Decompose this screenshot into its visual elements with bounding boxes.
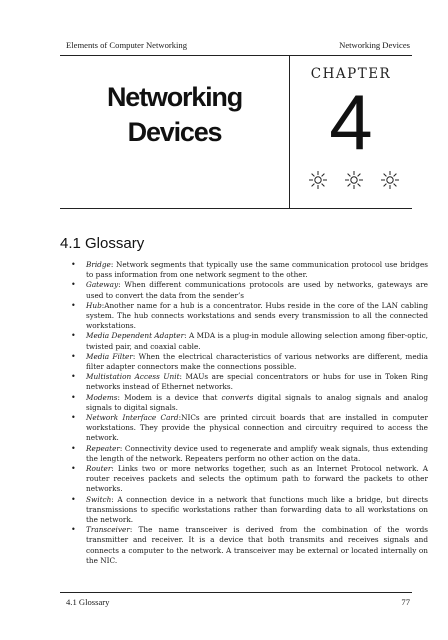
chapter-title: [60, 80, 289, 150]
glossary-term: Bridge: [86, 260, 111, 269]
glossary-term: Switch: [86, 494, 112, 504]
glossary-item-multistation-access-unit: • Multistation Access Unit: MAUs are special concentrators or hubs for use in Token Ring networks instead of Ethernet networks.: [86, 372, 428, 392]
glossary-item-bridge: • Bridge: Network segments that typically use the same communication protocol use bridges to pass information from one network segment to the other.: [86, 260, 428, 280]
glossary-item-router: • Router: Links two or more networks together, such as an Internet Protocol network. A router receives packets and selects the optimum path to forward the packets to other networks.: [86, 464, 428, 495]
glossary-definition: Links two or more networks together, such as an Internet Protocol network. A router receives packets and selects the optimum path to forward the packets to other networks.: [86, 464, 428, 494]
glossary-item-switch: • Switch: A connection device in a network that functions much like a bridge, but directs transmissions to specific workstations rather than forwarding data to all workstations on the network.: [86, 495, 428, 526]
glossary-term: Media Dependent Adapter: [86, 331, 185, 341]
glossary-list: [70, 260, 428, 566]
chapter-title-line2: Devices: [127, 117, 222, 147]
footer-section: 4.1 Glossary: [66, 597, 110, 607]
header-rule: [60, 55, 412, 56]
glossary-term: Media Filter: [86, 351, 133, 361]
glossary-term: Multistation Access Unit: [86, 372, 180, 382]
header-chapter-title: Networking Devices: [339, 40, 410, 50]
glossary-item-hub: • Hub:Another name for a hub is a concentrator. Hubs reside in the core of the LAN cabling system. The hub connects workstations and sends every transmission to all the connected workstations.: [86, 301, 428, 332]
chapter-ornaments: [300, 170, 408, 190]
glossary-item-network-interface-card: • Network Interface Card:NICs are printed circuit boards that are installed in computer workstations. They provide the physical connection and circuitry required to access the network.: [86, 413, 428, 444]
glossary-item-media-filter: • Media Filter: When the electrical characteristics of various networks are different, media filter adapter connectors make the connections possible.: [86, 352, 428, 372]
glossary-term: Transceiver: [86, 525, 130, 535]
sun-icon: [344, 170, 364, 190]
footer-rule: [60, 592, 412, 593]
glossary-definition: Connectivity device used to regenerate and amplify weak signals, thus extending the length of the network. Repeaters perform no other action on the data.: [86, 443, 428, 463]
glossary-definition: NICs are printed circuit boards that are installed in computer workstations. They provide the physical connection and circuitry required to access the network.: [86, 413, 428, 443]
running-header: [66, 40, 410, 50]
glossary-definition: Modem is a device that: [124, 392, 222, 402]
glossary-term: Modems: [86, 392, 118, 402]
glossary-item-media-dependent-adapter: • Media Dependent Adapter: A MDA is a plug-in module allowing selection among fiber-optic, twisted pair, and coaxial cable.: [86, 331, 428, 351]
chapter-number: 4: [329, 78, 373, 166]
running-footer: [66, 597, 410, 607]
glossary-definition: When the electrical characteristics of various networks are different, media filter adapter connectors make the connections possible.: [86, 351, 429, 372]
glossary-definition: The name transceiver is derived from the combination of the words transmitter and receiver. It is a device that both transmits and receives signals and connects a computer to the network. A transceiver may be external or located internally on the NIC.: [86, 525, 428, 565]
glossary-definition: Network segments that typically use the same communication protocol use bridges to pass information from one network segment to the other.: [86, 260, 429, 280]
glossary-term: Gateway: [86, 280, 119, 290]
sun-icon: [308, 170, 328, 190]
page-number: 77: [401, 597, 410, 607]
chapter-title-line1: Networking: [106, 82, 242, 112]
glossary-item-gateway: • Gateway: When different communications protocols are used by networks, gateways are used to convert the data from the sender’s: [86, 280, 428, 300]
header-book-title: Elements of Computer Networking: [66, 40, 188, 50]
glossary-item-repeater: • Repeater: Connectivity device used to regenerate and amplify weak signals, thus extending the length of the network. Repeaters perform no other action on the data.: [86, 444, 428, 464]
section-heading: 4.1 Glossary: [60, 235, 145, 252]
glossary-emphasis: converts: [221, 392, 254, 402]
glossary-definition: A MDA is a plug-in module allowing selection among fiber-optic, twisted pair, and coaxial cable.: [86, 331, 428, 351]
glossary-term: Hub: [86, 300, 102, 310]
glossary-definition: A connection device in a network that functions much like a bridge, but directs transmissions to specific workstations rather than forwarding data to all workstations on the network.: [86, 494, 428, 525]
glossary-term: Repeater: [86, 443, 120, 453]
glossary-definition: When different communications protocols are used by networks, gateways are used to convert the data from the sender’s: [86, 280, 429, 300]
glossary-term: Router: [86, 464, 112, 474]
chapter-label: CHAPTER: [310, 66, 392, 82]
glossary-term: Network Interface Card: [86, 413, 179, 423]
glossary-item-transceiver: • Transceiver: The name transceiver is derived from the combination of the words transmitter and receiver. It is a device that both transmits and receives signals and connects a computer to the network. A transceiver may be external or located internally on the NIC.: [86, 525, 428, 566]
section-rule: [60, 208, 412, 209]
glossary-definition: MAUs are special concentrators or hubs for use in Token Ring networks instead of Ethernet networks.: [86, 372, 429, 392]
sun-icon: [380, 170, 400, 190]
glossary-item-modems: • Modems: Modem is a device that converts digital signals to analog signals and analog signals to digital signals.: [86, 393, 428, 413]
glossary-definition: Another name for a hub is a concentrator. Hubs reside in the core of the LAN cabling system. The hub connects workstations and sends every transmission to all the connected workstations.: [86, 300, 428, 331]
